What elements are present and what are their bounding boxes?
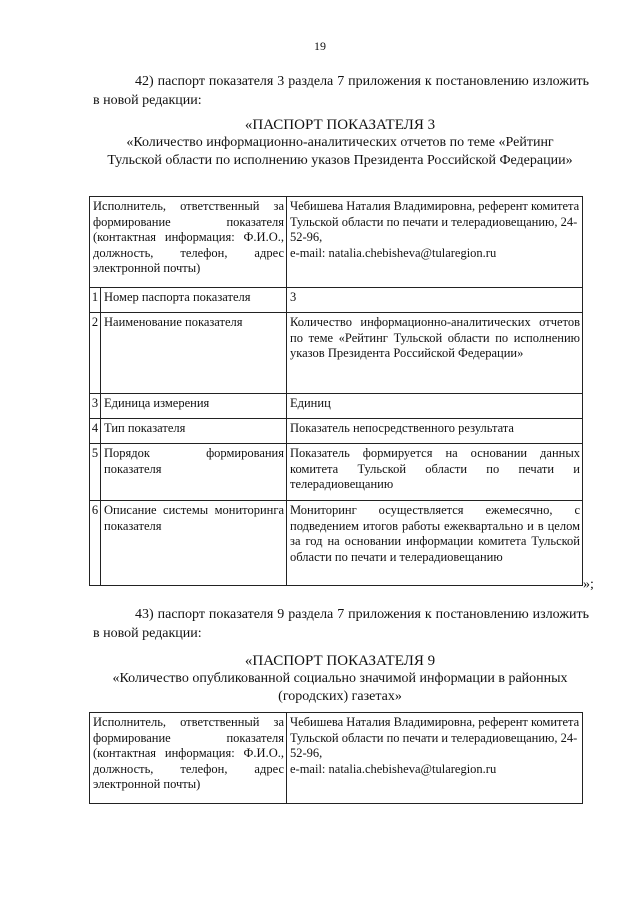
item-42-paragraph: 42) паспорт показателя 3 раздела 7 приложения к постановлению изложить в новой редакции: <box>93 74 589 108</box>
executor-email: e-mail: natalia.chebisheva@tularegion.ru <box>290 761 497 776</box>
closing-quote: »; <box>583 577 594 592</box>
table-row <box>90 394 583 419</box>
table-row <box>90 313 583 394</box>
row-number: 1 <box>90 288 101 313</box>
row-number: 2 <box>90 313 101 394</box>
passport-3-table <box>89 196 583 586</box>
executor-row <box>90 197 583 288</box>
passport-9-subtitle: «Количество опубликованной социально значимой информации в районных (городских) газетах» <box>112 671 568 704</box>
row-number: 3 <box>90 394 101 419</box>
passport-3-heading <box>80 116 600 170</box>
item-43-paragraph: 43) паспорт показателя 9 раздела 7 приложения к постановлению изложить в новой редакции: <box>93 607 589 641</box>
executor-value: Чебишева Наталия Владимировна, референт комитета Тульской области по печати и телерадиовещанию, 24-52-96, <box>290 715 580 760</box>
table-row <box>90 444 583 501</box>
row-label: Единица измерения <box>101 394 287 419</box>
executor-value: Чебишева Наталия Владимировна, референт комитета Тульской области по печати и телерадиовещанию, 24-52-96, <box>290 199 580 244</box>
row-label: Номер паспорта показателя <box>101 288 287 313</box>
passport-9-heading <box>80 652 600 706</box>
row-value: 3 <box>287 288 583 313</box>
executor-label: Исполнитель, ответственный за формирование показателя (контактная информация: Ф.И.О., должность, телефон, адрес электронной почты) <box>90 713 287 804</box>
row-value: Единиц <box>287 394 583 419</box>
page-number: 19 <box>314 39 326 53</box>
table-row <box>90 501 583 586</box>
row-number: 4 <box>90 419 101 444</box>
executor-value-cell <box>287 713 583 804</box>
row-value: Показатель непосредственного результата <box>287 419 583 444</box>
executor-email: e-mail: natalia.chebisheva@tularegion.ru <box>290 245 497 260</box>
row-label: Описание системы мониторинга показателя <box>101 501 287 586</box>
row-number: 5 <box>90 444 101 501</box>
executor-row <box>90 713 583 804</box>
passport-3-title: «ПАСПОРТ ПОКАЗАТЕЛЯ 3 <box>244 117 436 133</box>
passport-9-title: «ПАСПОРТ ПОКАЗАТЕЛЯ 9 <box>244 653 436 669</box>
row-label: Порядок формирования показателя <box>101 444 287 501</box>
table-row <box>90 288 583 313</box>
row-value: Количество информационно-аналитических отчетов по теме «Рейтинг Тульской области по исполнению указов Президента Российской Федерации» <box>287 313 583 394</box>
row-number: 6 <box>90 501 101 586</box>
passport-3-subtitle: «Количество информационно-аналитических отчетов по теме «Рейтинг Тульской области по исполнению указов Президента Российской Федерации» <box>107 135 573 168</box>
row-label: Наименование показателя <box>101 313 287 394</box>
row-value: Показатель формируется на основании данных комитета Тульской области по печати и телерадиовещанию <box>287 444 583 501</box>
executor-value-cell <box>287 197 583 288</box>
passport-9-table <box>89 712 583 804</box>
row-value: Мониторинг осуществляется ежемесячно, с подведением итогов работы ежеквартально и в целом за год на основании информации комитета Тульской области по печати и телерадиовещанию <box>287 501 583 586</box>
table-row <box>90 419 583 444</box>
executor-label: Исполнитель, ответственный за формирование показателя (контактная информация: Ф.И.О., должность, телефон, адрес электронной почты) <box>90 197 287 288</box>
row-label: Тип показателя <box>101 419 287 444</box>
